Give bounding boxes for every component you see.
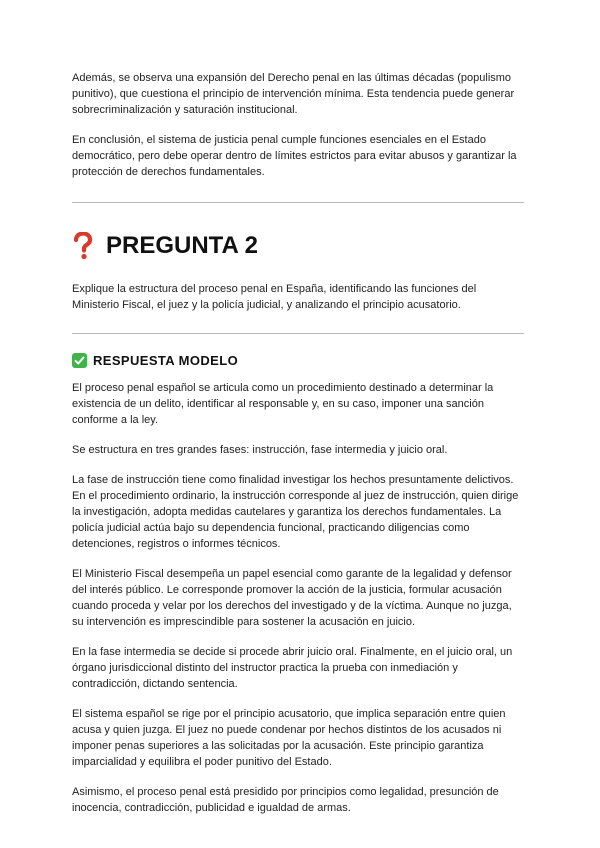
answer-paragraph: En la fase intermedia se decide si procede abrir juicio oral. Finalmente, en el juicio oral, un órgano jurisdiccional distinto del instructor practica la prueba con inmediación y contradicción, dictando sentencia. — [72, 646, 513, 690]
answer-paragraph: El sistema español se rige por el principio acusatorio, que implica separación entre quien acusa y quien juzga. El juez no puede condenar por hechos distintos de los acusados ni imponer penas superiores a las solicitadas por la acusación. Este principio garantiza imparcialidad y equilibra el poder punitivo del Estado. — [72, 708, 506, 768]
question-title: PREGUNTA 2 — [106, 232, 259, 259]
answer-paragraph: El Ministerio Fiscal desempeña un papel esencial como garante de la legalidad y defensor del interés público. Le corresponde promover la acción de la justicia, formular acusación cuando proceda y velar por los derechos del investigado y de la víctima. Aunque no juzga, su intervención es imprescindible para sostener la acusación en juicio. — [72, 568, 512, 628]
intro-paragraph-2: En conclusión, el sistema de justicia penal cumple funciones esenciales en el Estado democrático, pero debe operar dentro de límites estrictos para evitar abusos y garantizar la protección de derechos fundamentales. — [72, 134, 517, 178]
section-divider — [72, 202, 524, 203]
answer-paragraph: Asimismo, el proceso penal está presidido por principios como legalidad, presunción de inocencia, contradicción, publicidad e igualdad de armas. — [72, 786, 499, 814]
answer-paragraph: Se estructura en tres grandes fases: instrucción, fase intermedia y juicio oral. — [72, 444, 448, 456]
intro-paragraph-1: Además, se observa una expansión del Derecho penal en las últimas décadas (populismo punitivo), que cuestiona el principio de intervención mínima. Esta tendencia puede generar sobrecriminalización y saturación institucional. — [72, 72, 515, 116]
answer-title: RESPUESTA MODELO — [93, 353, 239, 368]
document-content — [72, 70, 524, 816]
answer-paragraph: La fase de instrucción tiene como finalidad investigar los hechos presuntamente delictivos. En el procedimiento ordinario, la instrucción corresponde al juez de instrucción, quien dirige la investigación, adopta medidas cautelares y garantiza los derechos fundamentales. La policía judicial actúa bajo su dependencia funcional, practicando diligencias como detenciones, registros o informes técnicos. — [72, 474, 519, 550]
check-mark-icon — [72, 353, 87, 368]
question-text: Explique la estructura del proceso penal en España, identificando las funciones del Ministerio Fiscal, el juez y la policía judicial, y analizando el principio acusatorio. — [72, 283, 477, 311]
section-divider — [72, 333, 524, 334]
question-heading — [72, 231, 524, 261]
answer-paragraph: El proceso penal español se articula como un procedimiento destinado a determinar la existencia de un delito, identificar al responsable y, en su caso, imponer una sanción conforme a la ley. — [72, 382, 494, 426]
question-mark-icon — [72, 232, 94, 260]
answer-heading — [72, 353, 524, 368]
